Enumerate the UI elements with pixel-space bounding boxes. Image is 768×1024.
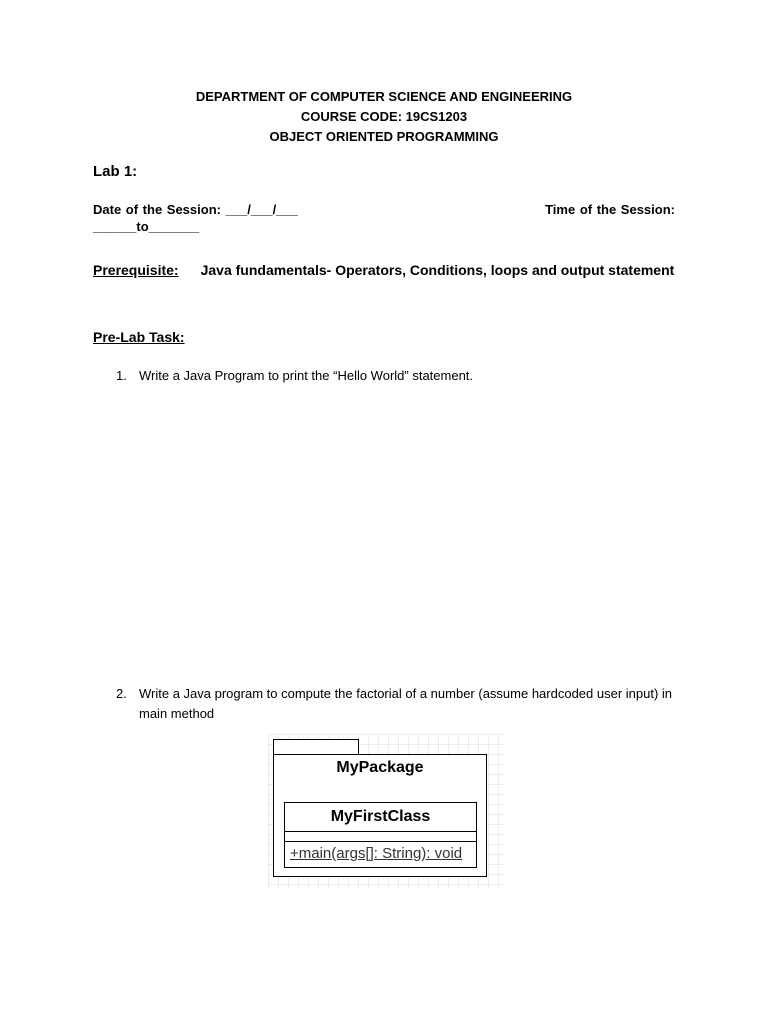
uml-class-name: MyFirstClass: [285, 803, 476, 832]
uml-package: [273, 754, 487, 877]
course-code: COURSE CODE: 19CS1203: [300, 109, 468, 124]
uml-class: [284, 802, 477, 868]
document-header: [0, 87, 768, 147]
session-line: [93, 200, 675, 220]
prerequisite-text: Java fundamentals- Operators, Conditions, loops and output statement: [200, 262, 675, 278]
uml-diagram: [268, 734, 504, 888]
session-time: Time of the Session:: [545, 202, 675, 217]
task-number: 2.: [116, 686, 127, 701]
prerequisite-label: Prerequisite:: [93, 262, 179, 278]
session-time-range: ______to_______: [93, 219, 200, 234]
task-item: [116, 684, 686, 726]
uml-package-tab: [273, 739, 359, 755]
task-text: Write a Java Program to print the “Hello World” statement.: [139, 368, 474, 383]
prerequisite: [93, 260, 675, 281]
task-item: [116, 366, 686, 388]
course-title: OBJECT ORIENTED PROGRAMMING: [269, 129, 499, 144]
uml-package-name: MyPackage: [336, 759, 424, 776]
uml-class-method: +main(args[]: String): void: [290, 845, 463, 862]
task-number: 1.: [116, 368, 127, 383]
task-text: Write a Java program to compute the factorial of a number (assume hardcoded user input) in main method: [139, 686, 673, 721]
department-title: DEPARTMENT OF COMPUTER SCIENCE AND ENGINEERING: [195, 89, 573, 104]
uml-class-attributes: [285, 832, 476, 842]
session-date: Date of the Session: ___/___/___: [93, 202, 298, 217]
lab-title: Lab 1:: [93, 163, 138, 180]
prelab-heading: Pre-Lab Task:: [93, 329, 185, 345]
